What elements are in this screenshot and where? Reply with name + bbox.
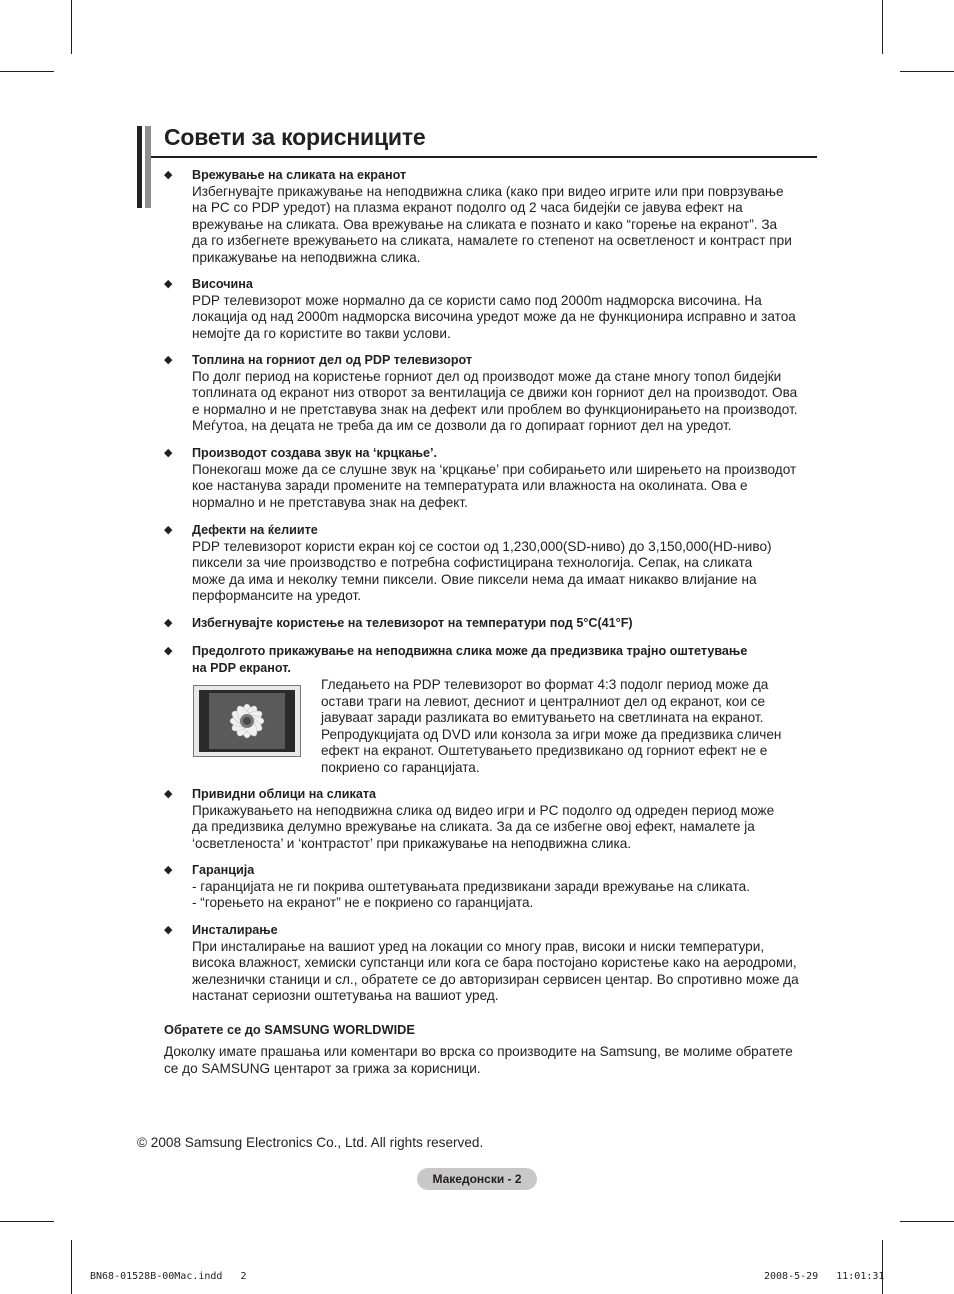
diamond-icon: ◆ (164, 169, 173, 181)
crop-mark (71, 0, 72, 54)
diamond-icon: ◆ (164, 354, 173, 366)
tip-text: Избегнувајте прикажување на неподвижна слика (како при видео игрите или при поврзување на PC со PDP уредот) на плазма екранот подолго од 2 часа бидејќи се јавува ефект на врежување на сликата. Ова врежување на сликата е познато и како “горење на екранот”. За да го избегнете врежувањето на сликата, намалете го степенот на осветленост и контраст при прикажување на неподвижна слика. (192, 183, 792, 265)
tip-item (164, 167, 816, 266)
crop-mark (71, 1240, 72, 1294)
contact-text: Доколку имате прашања или коментари во врска со производите на Samsung, ве молиме обратете се до SAMSUNG центарот за грижа за корисници. (164, 1044, 793, 1076)
crop-mark (0, 71, 54, 72)
page-number-badge: Македонски - 2 (417, 1168, 537, 1190)
crop-mark (900, 71, 954, 72)
tip-item (164, 445, 816, 511)
tip-title: Производот создава звук на ‘крцкање’. (192, 446, 438, 460)
diamond-icon: ◆ (164, 645, 173, 657)
tv-screen-flower-image (193, 685, 301, 757)
tip-item (164, 862, 816, 912)
tip-item (164, 615, 816, 632)
tip-title: Врежување на сликата на екранот (192, 168, 407, 182)
diamond-icon: ◆ (164, 524, 173, 536)
page-title: Совети за корисниците (164, 124, 426, 150)
tip-item (164, 276, 816, 342)
tip-item (164, 922, 816, 1005)
diamond-icon: ◆ (164, 924, 173, 936)
diamond-icon: ◆ (164, 278, 173, 290)
tip-item (164, 643, 816, 676)
tip-title: Инсталирање (192, 923, 278, 937)
contact-title: Обратете се до SAMSUNG WORLDWIDE (164, 1022, 415, 1037)
tip-title: Дефекти на ќелиите (192, 523, 318, 537)
title-accent-bar (137, 126, 142, 208)
tip-text: По долг период на користење горниот дел од производот може да стане многу топол бидејќи топлината од екранот низ отворот за вентилација се движи кон горниот дел на производот. Ова е нормално и не претставува знак на дефект или проблем во функционирањето на производот. Меѓутоа, на децата не треба да им се дозволи да го допираат горниот дел на уредот. (192, 368, 798, 433)
tip-item (164, 522, 816, 605)
tip-title: Привидни облици на сликата (192, 787, 377, 801)
crop-mark (900, 1221, 954, 1222)
copyright-text: © 2008 Samsung Electronics Co., Ltd. All rights reserved. (137, 1135, 484, 1150)
tip-title: Предолгото прикажување на неподвижна слика може да предизвика трајно оштетување на PDP екранот. (192, 644, 748, 675)
title-divider (151, 156, 817, 158)
crop-mark (882, 1240, 883, 1294)
tip-text: Понекогаш може да се слушне звук на ‘крцкање’ при собирањето или ширењето на производот кое настанува заради промените на температурата или влажноста на околината. Ова е нормално и не претставува знак на дефект. (192, 461, 797, 510)
burn-in-note: Гледањето на PDP телевизорот во формат 4:3 подолг период може да остави траги на левиот, десниот и централниот дел од екранот, кои се јавуваат заради разликата во емитувањето на светлината на екранот. Репродукцијата од DVD или конзола за игри може да предизвика сличен ефект на екранот. Оштетувањето предизвикано од горниот ефект не е покриено со гаранцијата. (321, 677, 782, 775)
flower-icon (199, 690, 295, 752)
diamond-icon: ◆ (164, 788, 173, 800)
title-accent-bar (145, 126, 151, 208)
tip-title: Гаранција (192, 863, 255, 877)
tip-title: Избегнувајте користење на телевизорот на температури под 5°C(41°F) (192, 616, 633, 630)
tip-text: PDP телевизорот користи екран кој се состои од 1,230,000(SD-ниво) до 3,150,000(HD-ниво) пиксели за чие производство е потребна софистицирана технологија. Сепак, на сликата може да има и неколку темни пиксели. Овие пиксели нема да имаат никакво влијание на перформансите на уредот. (192, 538, 772, 603)
diamond-icon: ◆ (164, 447, 173, 459)
diamond-icon: ◆ (164, 864, 173, 876)
tip-text: PDP телевизорот може нормално да се користи само под 2000m надморска височина. На локација од над 2000m надморска височина уредот може да не функционира исправно и затоа немојте да го користите во такви услови. (192, 292, 796, 341)
tip-item (164, 352, 816, 435)
tip-item (164, 786, 816, 852)
tip-title: Височина (192, 277, 253, 291)
tip-text: Прикажувањето на неподвижна слика од видео игри и PC подолго од одреден период може да предизвика делумно врежување на сликата. За да се избегне овој ефект, намалете ја ‘осветленоста’ и ‘контрастот’ при прикажување на неподвижна слика. (192, 802, 775, 851)
crop-mark (0, 1221, 54, 1222)
crop-mark (882, 0, 883, 54)
tip-title: Топлина на горниот дел од PDP телевизорот (192, 353, 473, 367)
print-slug-date: 2008-5-29 11:01:31 (764, 1271, 885, 1282)
tip-text: - гаранцијата не ги покрива оштетувањата предизвикани заради врежување на сликата. - “горењето на екранот” не е покриено со гаранцијата. (192, 878, 750, 910)
diamond-icon: ◆ (164, 617, 173, 629)
print-slug-file: BN68-01528B-00Mac.indd 2 (90, 1271, 247, 1282)
tip-text: При инсталирање на вашиот уред на локации со многу прав, високи и ниски температури, висока влажност, хемиски супстанци или кога се бара постојано користење како на аеродроми, железнички станици и сл., обратете се до авторизиран сервисен центар. Во спротивно може да настанат сериозни оштетувања на вашиот уред. (192, 938, 799, 1003)
